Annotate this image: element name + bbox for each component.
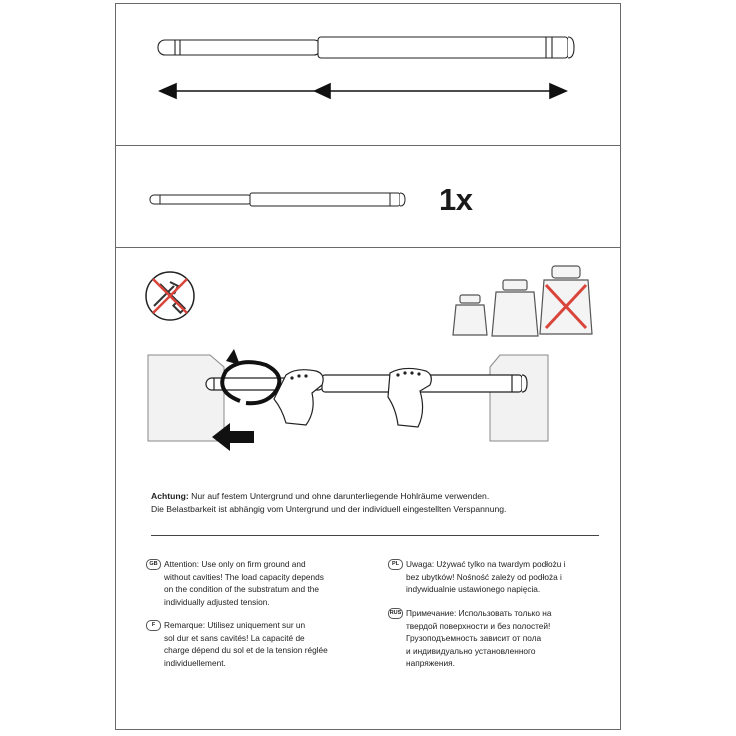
lang-line: Uwaga: Używać tylko na twardym podłożu i [406,559,566,569]
lang-line: Грузоподъемность зависит от пола [406,633,542,643]
rod-inner-tube [158,40,321,55]
no-tools-icon [140,266,200,326]
wall-right [490,355,548,441]
lang-tag-f: F [146,620,161,631]
lang-line: indywidualnie ustawionego napięcia. [406,584,541,594]
rod-outer-tube [318,37,568,58]
lang-line: without cavities! The load capacity depends [164,571,324,582]
lang-line: bez ubytków! Nośność zależy od podłoża i [406,571,562,582]
lang-line: individuellement. [164,657,226,668]
wall-left [148,355,224,441]
lang-block-rus [388,607,551,670]
rod-end-cap-right [568,37,574,58]
lang-block-f [146,619,328,669]
lang-tag-rus: RUS [388,608,403,619]
warning-heading: Achtung: [151,491,189,501]
lang-line: charge dépend du sol et de la tension réglée [164,645,328,655]
lang-tag-pl: PL [388,559,403,570]
lang-block-gb [146,558,324,608]
extension-arrows [160,84,566,98]
separator-rule [151,535,599,536]
lang-line: Attention: Use only on firm ground and [164,559,306,569]
arrow-head-right [550,84,566,98]
lang-line: individually adjusted tension. [164,596,270,607]
weight-small-icon [453,295,487,335]
warning-line1: Nur auf festem Untergrund und ohne darunterliegende Hohlräume verwenden. [188,491,490,501]
hand-right [388,368,431,427]
rod-single-diagram [0,175,736,235]
arrow-head-mid [315,84,330,98]
rod-extension-diagram [0,0,736,130]
quantity-label: 1x [439,182,473,217]
lang-line: Remarque: Utilisez uniquement sur un [164,620,306,630]
warning-line2: Die Belastbarkeit ist abhängig vom Untergrund und der individuell eingestellten Verspannung. [151,504,507,514]
rod-installed [206,375,527,392]
lang-tag-gb: GB [146,559,161,570]
lang-line: напряжения. [406,658,455,668]
weight-medium-icon [492,280,538,336]
lang-line: sol dur et sans cavités! La capacité de [164,632,305,643]
warning-german [151,490,591,516]
lang-line: твердой поверхности и без полостей! [406,620,551,631]
lang-line: Примечание: Использовать только на [406,608,552,618]
lang-block-pl [388,558,566,596]
weights-illustration [448,258,608,348]
weight-large-crossed-icon [540,266,592,334]
installation-illustration [0,345,736,485]
section-divider-2 [115,247,621,248]
lang-line: on the condition of the substratum and the [164,584,319,594]
arrow-head-left [160,84,176,98]
section-divider-1 [115,145,621,146]
lang-line: и индивидуально установленного [406,645,536,656]
